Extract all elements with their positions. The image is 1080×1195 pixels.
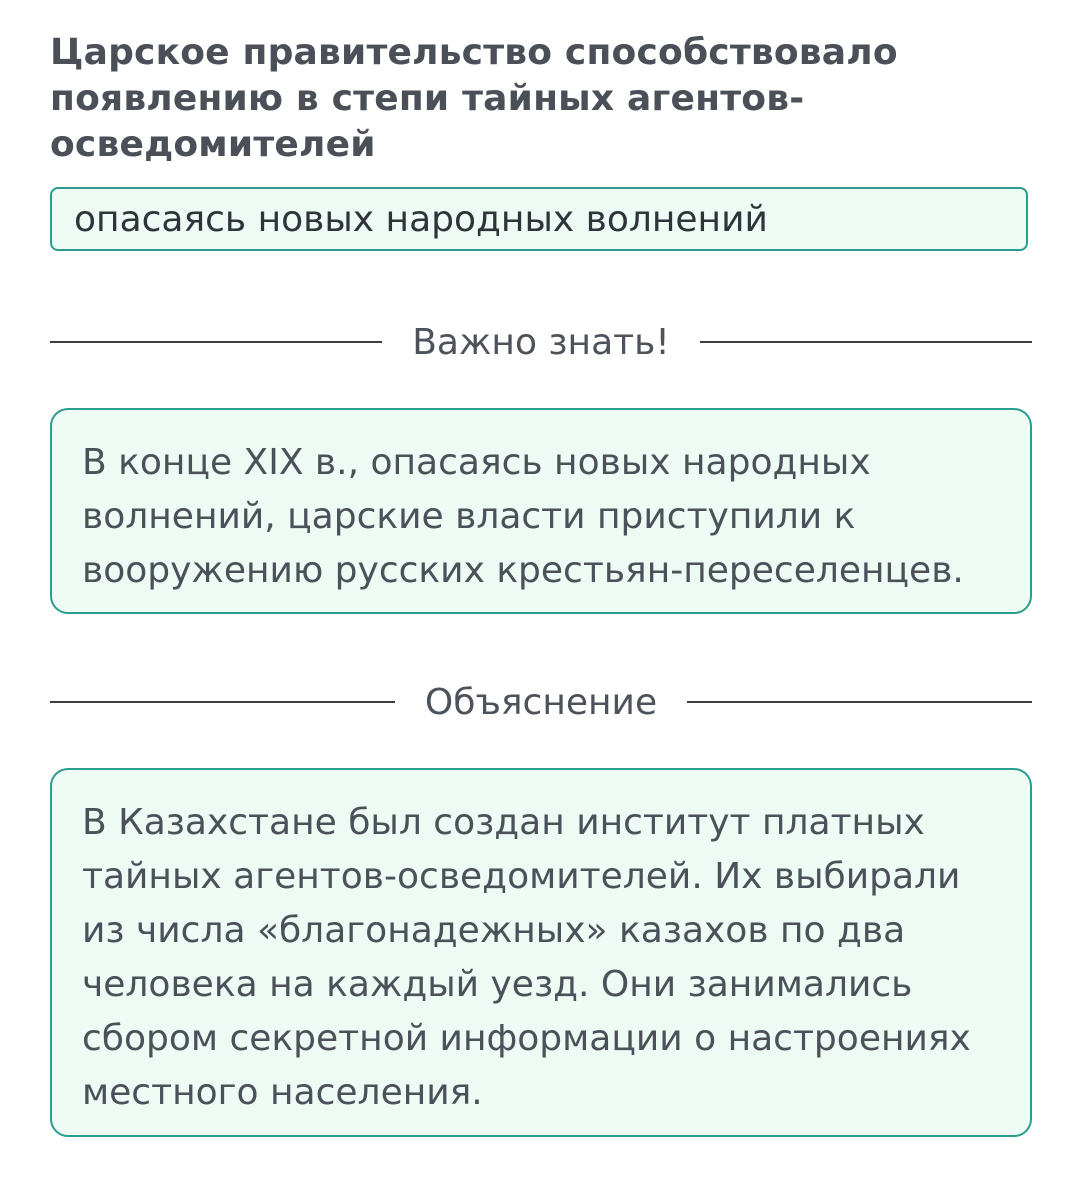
explanation-heading: Объяснение	[424, 681, 658, 723]
explanation-divider	[50, 677, 1032, 727]
important-divider	[50, 317, 1032, 367]
important-box: В конце XIX в., опасаясь новых народных волнений, царские власти приступили к вооружению русских крестьян-переселенцев.	[50, 408, 1032, 614]
question-text: Царское правительство способствовало появлению в степи тайных агентов-осведомителей	[50, 32, 898, 165]
answer-box: опасаясь новых народных волнений	[50, 187, 1028, 251]
explanation-box: В Казахстане был создан институт платных тайных агентов-осведомителей. Их выбирали из числа «благонадежных» казахов по два человека на каждый уезд. Они занимались сбором секретной информации о настроениях местного населения.	[50, 768, 1032, 1137]
divider-line-right	[687, 701, 1032, 703]
divider-line-left	[50, 701, 395, 703]
divider-line-right	[700, 341, 1032, 343]
important-heading: Важно знать!	[412, 321, 670, 363]
divider-line-left	[50, 341, 382, 343]
